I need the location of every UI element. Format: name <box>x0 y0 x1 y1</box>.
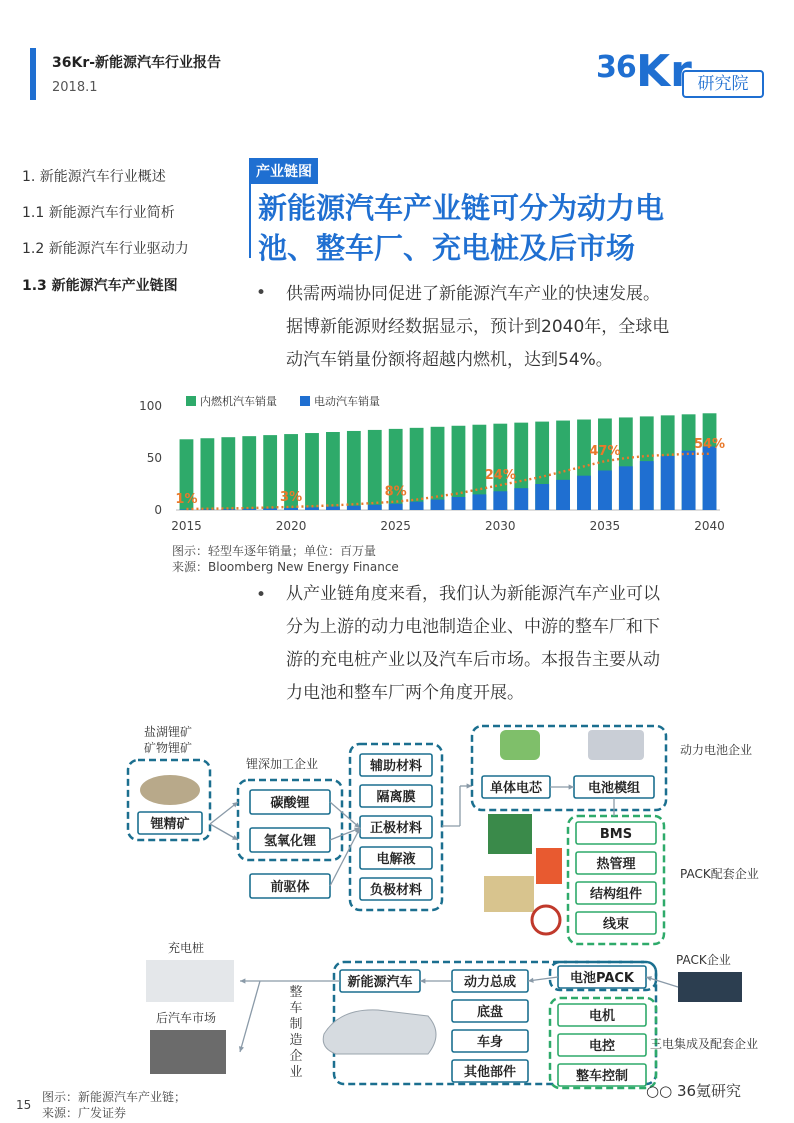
material-box-0-label: 辅助材料 <box>369 759 423 774</box>
single-cell-box-label: 单体电芯 <box>489 781 543 796</box>
nev-box-label: 新能源汽车 <box>347 975 413 990</box>
section-tag: 产业链图 <box>250 158 318 184</box>
vehicle-maker-char: 造 <box>289 1033 303 1048</box>
pack-company-label: PACK企业 <box>676 953 731 967</box>
raw-ore-label-1: 盐湖锂矿 <box>143 725 193 739</box>
aftermarket-image <box>150 1030 226 1074</box>
ice-bar <box>347 431 361 510</box>
legend-label-ev: 电动汽车销量 <box>314 395 380 408</box>
material-box-1-label: 隔离膜 <box>376 790 416 805</box>
paragraph-1 <box>286 278 716 377</box>
battery-enterprise-label: 动力电池企业 <box>680 743 753 757</box>
ev-bar <box>368 505 382 510</box>
ice-bar <box>221 437 235 510</box>
nav-item-chain[interactable]: 1.3 新能源汽车产业链图 <box>22 278 178 294</box>
ev-bar <box>577 476 591 510</box>
wechat-icon: ○○ <box>646 1082 673 1100</box>
paragraph-2 <box>286 578 716 710</box>
ev-bar <box>389 504 403 510</box>
vehicle-maker-char: 车 <box>289 1001 303 1016</box>
x-tick-label: 2040 <box>694 519 725 533</box>
bullet-dot: • <box>256 585 267 605</box>
battery-pack-image <box>678 972 742 1002</box>
ev-bar <box>556 480 570 510</box>
paragraph-line: 游的充电桩产业以及汽车后市场。本报告主要从动 <box>286 650 660 670</box>
wechat-account: 36氪研究 <box>676 1082 742 1100</box>
y-tick-label: 0 <box>154 503 162 517</box>
paragraph-line: 动汽车销量份额将超越内燃机，达到54%。 <box>286 350 613 370</box>
report-date: 2018.1 <box>52 80 98 95</box>
battery-pack-box-label: 电池PACK <box>569 971 635 986</box>
ev-bar <box>661 456 675 510</box>
ev-bar <box>535 484 549 510</box>
charging-pile-image <box>146 960 234 1002</box>
structure-image <box>484 876 534 912</box>
charging-label: 充电桩 <box>167 941 205 955</box>
paragraph-line: 分为上游的动力电池制造企业、中游的整车厂和下 <box>286 617 660 637</box>
x-tick-label: 2025 <box>380 519 411 533</box>
ev-bar <box>493 491 507 510</box>
harness-image <box>532 906 560 934</box>
arrow-powertrain-nev-head <box>420 978 425 983</box>
precursor-box-label: 前驱体 <box>270 880 310 895</box>
material-box-3-label: 电解液 <box>376 852 416 867</box>
vehicle-part-box-2-label: 其他部件 <box>463 1065 517 1080</box>
ev-bar <box>514 488 528 510</box>
nav-item-drivers[interactable]: 1.2 新能源汽车行业驱动力 <box>22 241 189 257</box>
battery-module-image <box>588 730 644 760</box>
share-annotation: 3% <box>280 489 303 505</box>
arrow-precursor-cathode <box>330 828 360 886</box>
legend-label-ice: 内燃机汽车销量 <box>200 395 277 408</box>
paragraph-line: 据博新能源财经数据显示，预计到2040年，全球电 <box>286 317 670 337</box>
legend-swatch-ice <box>186 396 196 406</box>
arrow-carbonate-cathode <box>330 802 360 828</box>
logo-text: 研究院 <box>682 70 764 98</box>
x-tick-label: 2030 <box>485 519 516 533</box>
share-annotation: 24% <box>484 468 516 484</box>
share-annotation: 54% <box>693 436 726 452</box>
footer-source: 来源：广发证券 <box>42 1106 127 1120</box>
pack-part-box-2-label: 结构组件 <box>589 887 643 902</box>
arrow-cell-module-head <box>569 784 574 789</box>
car-image <box>323 1010 436 1054</box>
sales-chart-svg <box>130 388 730 538</box>
deep-processing-label: 锂深加工企业 <box>246 757 319 771</box>
section-title <box>258 188 738 268</box>
lithium-carbonate-box-label: 碳酸锂 <box>270 796 310 811</box>
y-tick-label: 100 <box>139 399 162 413</box>
lithium-hydroxide-box-label: 氢氧化锂 <box>263 834 317 849</box>
chart-source: 来源：Bloomberg New Energy Finance <box>172 560 399 574</box>
pack-supplier-label: PACK配套企业 <box>680 867 759 881</box>
x-tick-label: 2020 <box>275 519 307 533</box>
ev-bar <box>703 447 717 510</box>
arrow-to-aftermarket <box>240 981 260 1052</box>
battery-module-box-label: 电池模组 <box>587 781 641 796</box>
ev-bar <box>640 461 654 510</box>
bms-board-image <box>488 814 532 854</box>
legend-swatch-ev <box>300 396 310 406</box>
material-box-2-label: 正极材料 <box>369 821 423 836</box>
ev-bar <box>472 494 486 510</box>
section-title-line1: 新能源汽车产业链可分为动力电 <box>258 191 665 225</box>
share-annotation: 8% <box>384 484 407 500</box>
report-title: 36Kr-新能源汽车行业报告 <box>52 55 222 71</box>
ice-bar <box>326 432 340 510</box>
paragraph-line: 从产业链角度来看，我们认为新能源汽车产业可以 <box>286 584 660 604</box>
arrow-to-charging-head <box>240 978 245 983</box>
section-title-line2: 池、整车厂、充电桩及后市场 <box>258 231 636 265</box>
industry-chain-svg <box>110 716 790 1098</box>
pack-part-box-1-label: 热管理 <box>596 857 636 872</box>
share-annotation: 47% <box>589 444 621 460</box>
electrics-enterprise-label: 三电集成及配套企业 <box>650 1037 759 1051</box>
powertrain-box-label: 动力总成 <box>463 975 517 990</box>
material-box-4-label: 负极材料 <box>369 883 423 898</box>
chart-caption: 图示：轻型车逐年销量；单位：百万量 <box>172 544 377 558</box>
ev-bar <box>431 500 445 510</box>
thermal-image <box>536 848 562 884</box>
ev-bar <box>452 497 466 510</box>
ev-bar <box>410 502 424 510</box>
ev-bar <box>347 506 361 510</box>
vehicle-part-box-0-label: 底盘 <box>476 1005 504 1020</box>
paragraph-line: 力电池和整车厂两个角度开展。 <box>286 683 524 703</box>
ev-bar <box>326 507 340 510</box>
ev-bar <box>242 509 256 510</box>
ice-bar <box>305 433 319 510</box>
logo-kr: Kr <box>636 46 692 97</box>
ice-bar <box>200 438 214 510</box>
pack-part-box-3-label: 线束 <box>602 917 630 932</box>
36kr-research-logo <box>596 46 768 102</box>
ev-bar <box>284 508 298 510</box>
raw-ore-label-2: 矿物锂矿 <box>143 741 193 755</box>
paragraph-line: 供需两端协同促进了新能源汽车产业的快速发展。 <box>286 284 660 304</box>
y-tick-label: 50 <box>146 451 162 465</box>
ice-bar <box>368 430 382 510</box>
bullet-dot: • <box>256 283 267 303</box>
sales-chart <box>130 388 730 538</box>
ice-bar <box>242 436 256 510</box>
vehicle-maker-char: 整 <box>289 985 303 1000</box>
aftermarket-label: 后汽车市场 <box>155 1011 217 1025</box>
ev-bar <box>598 470 612 510</box>
x-tick-label: 2035 <box>589 519 621 533</box>
footer-caption: 图示：新能源汽车产业链； <box>42 1090 187 1104</box>
battery-cells-image <box>500 730 540 760</box>
vehicle-maker-char: 企 <box>289 1049 303 1064</box>
electric-box-0-label: 电机 <box>588 1009 616 1024</box>
electric-box-2-label: 整车控制 <box>575 1069 629 1084</box>
ev-bar <box>180 509 194 510</box>
nav-item-overview[interactable]: 1. 新能源汽车行业概述 <box>22 169 166 185</box>
share-annotation: 1% <box>175 491 198 507</box>
header-accent-bar <box>30 48 36 100</box>
vehicle-maker-char: 业 <box>289 1065 303 1080</box>
ev-bar <box>619 466 633 510</box>
x-tick-label: 2015 <box>171 519 202 533</box>
ev-bar <box>682 451 696 510</box>
nav-item-analysis[interactable]: 1.1 新能源汽车行业简析 <box>22 205 175 221</box>
logo-number: 36 <box>596 50 636 85</box>
industry-chain-diagram <box>110 716 790 1098</box>
ev-bar <box>305 507 319 510</box>
page-number: 15 <box>16 1098 32 1112</box>
ice-bar <box>263 435 277 510</box>
wechat-watermark <box>646 1080 741 1101</box>
lithium-ore-box-label: 锂精矿 <box>150 817 190 832</box>
vehicle-maker-char: 制 <box>289 1017 303 1032</box>
pack-part-box-0-label: BMS <box>599 827 633 842</box>
ore-rock-image <box>140 775 200 805</box>
ev-bar <box>263 508 277 510</box>
electric-box-1-label: 电控 <box>588 1039 616 1054</box>
vehicle-part-box-1-label: 车身 <box>476 1035 504 1050</box>
